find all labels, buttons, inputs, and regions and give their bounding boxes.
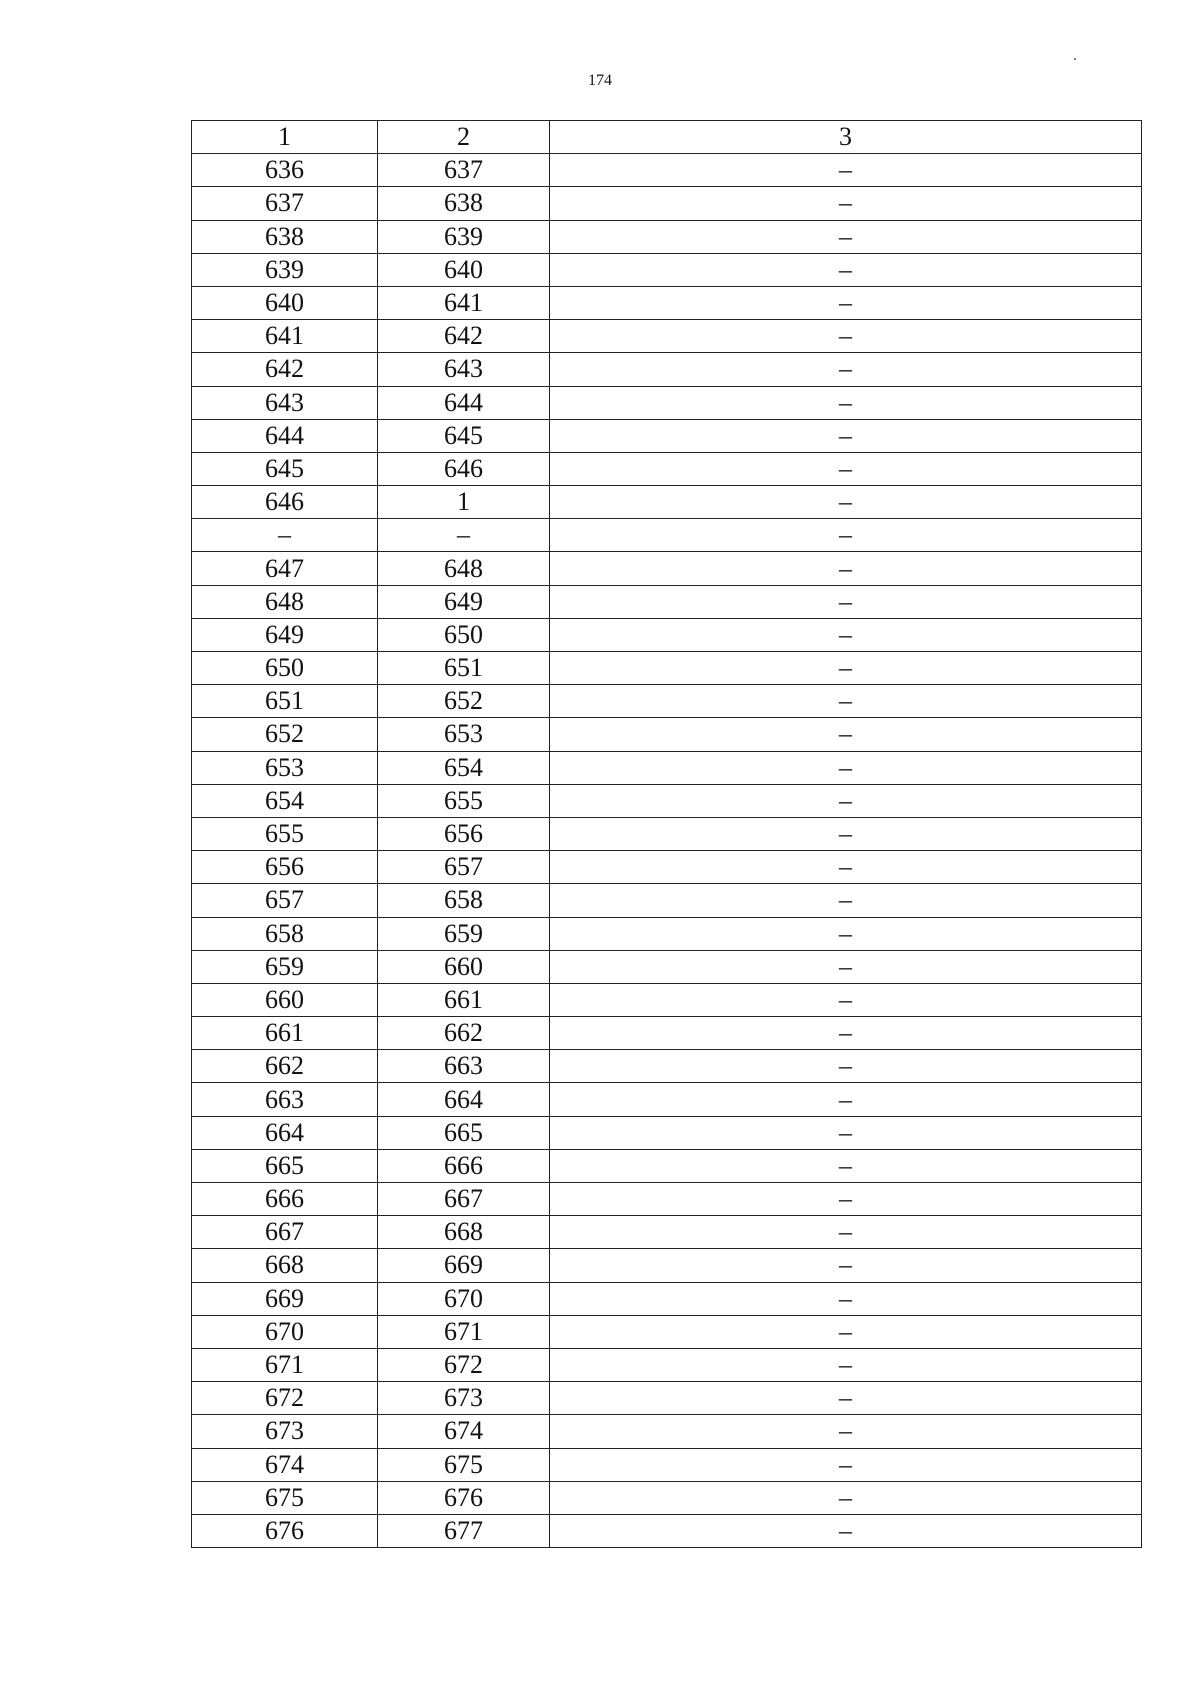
table-cell-col-1: 660 bbox=[192, 983, 378, 1016]
table-row bbox=[192, 552, 1142, 585]
table-cell-col-2: 639 bbox=[378, 220, 550, 253]
table-row bbox=[192, 1382, 1142, 1415]
table-row bbox=[192, 1514, 1142, 1547]
table-cell-col-1: 636 bbox=[192, 154, 378, 187]
table-cell-col-2: 657 bbox=[378, 851, 550, 884]
table-cell-col-3: – bbox=[550, 1017, 1142, 1050]
table-cell-col-2: 677 bbox=[378, 1514, 550, 1547]
table-row bbox=[192, 718, 1142, 751]
table-cell-col-2: 1 bbox=[378, 486, 550, 519]
table-cell-col-1: 658 bbox=[192, 917, 378, 950]
table-cell-col-3: – bbox=[550, 1083, 1142, 1116]
table-cell-col-2: 645 bbox=[378, 419, 550, 452]
table-row bbox=[192, 1249, 1142, 1282]
table-row bbox=[192, 585, 1142, 618]
table-cell-col-2: 655 bbox=[378, 784, 550, 817]
table-row bbox=[192, 983, 1142, 1016]
table-row bbox=[192, 1183, 1142, 1216]
table-cell-col-1: 674 bbox=[192, 1448, 378, 1481]
table-cell-col-1: 669 bbox=[192, 1282, 378, 1315]
table-cell-col-1: 666 bbox=[192, 1183, 378, 1216]
table-cell-col-3: – bbox=[550, 552, 1142, 585]
table-row bbox=[192, 320, 1142, 353]
table-cell-col-3: – bbox=[550, 784, 1142, 817]
table-cell-col-1: 646 bbox=[192, 486, 378, 519]
table-cell-col-2: 641 bbox=[378, 286, 550, 319]
table-cell-col-2: 658 bbox=[378, 884, 550, 917]
table-cell-col-3: – bbox=[550, 286, 1142, 319]
table-cell-col-1: 653 bbox=[192, 751, 378, 784]
table-cell-col-1: 639 bbox=[192, 253, 378, 286]
table-cell-col-3: – bbox=[550, 419, 1142, 452]
table-cell-col-3: – bbox=[550, 187, 1142, 220]
table-cell-col-2: 652 bbox=[378, 685, 550, 718]
table-row bbox=[192, 1116, 1142, 1149]
table-cell-col-2: 666 bbox=[378, 1149, 550, 1182]
table-row bbox=[192, 1282, 1142, 1315]
table-row bbox=[192, 751, 1142, 784]
table-cell-col-3: – bbox=[550, 154, 1142, 187]
table-cell-col-3: – bbox=[550, 1448, 1142, 1481]
table-cell-col-3: – bbox=[550, 1282, 1142, 1315]
table-cell-col-3: – bbox=[550, 884, 1142, 917]
table-cell-col-1: 656 bbox=[192, 851, 378, 884]
table-cell-col-1: 641 bbox=[192, 320, 378, 353]
table-cell-col-3: – bbox=[550, 685, 1142, 718]
table-cell-col-2: 674 bbox=[378, 1415, 550, 1448]
header-cell-1: 1 bbox=[192, 121, 378, 154]
table-cell-col-1: 648 bbox=[192, 585, 378, 618]
table-row bbox=[192, 386, 1142, 419]
table-cell-col-3: – bbox=[550, 486, 1142, 519]
table-cell-col-1: 645 bbox=[192, 452, 378, 485]
table-row bbox=[192, 1448, 1142, 1481]
table-cell-col-2: 654 bbox=[378, 751, 550, 784]
table-cell-col-2: 640 bbox=[378, 253, 550, 286]
table-cell-col-1: 642 bbox=[192, 353, 378, 386]
table-cell-col-1: 650 bbox=[192, 652, 378, 685]
table-cell-col-3: – bbox=[550, 1415, 1142, 1448]
table-cell-col-1: – bbox=[192, 519, 378, 552]
table-cell-col-2: 676 bbox=[378, 1481, 550, 1514]
table-body bbox=[192, 121, 1142, 1548]
table-cell-col-3: – bbox=[550, 1249, 1142, 1282]
table-cell-col-2: 646 bbox=[378, 452, 550, 485]
table-cell-col-1: 670 bbox=[192, 1315, 378, 1348]
table-cell-col-2: 651 bbox=[378, 652, 550, 685]
table-cell-col-3: – bbox=[550, 585, 1142, 618]
table-cell-col-2: 660 bbox=[378, 950, 550, 983]
table-cell-col-3: – bbox=[550, 950, 1142, 983]
table-cell-col-3: – bbox=[550, 1050, 1142, 1083]
table-cell-col-2: 637 bbox=[378, 154, 550, 187]
table-cell-col-3: – bbox=[550, 519, 1142, 552]
table-cell-col-1: 652 bbox=[192, 718, 378, 751]
table-cell-col-3: – bbox=[550, 1348, 1142, 1381]
table-row bbox=[192, 1348, 1142, 1381]
table-cell-col-2: 642 bbox=[378, 320, 550, 353]
table-row bbox=[192, 519, 1142, 552]
table-cell-col-3: – bbox=[550, 1149, 1142, 1182]
table-cell-col-2: 668 bbox=[378, 1216, 550, 1249]
table-cell-col-1: 659 bbox=[192, 950, 378, 983]
header-cell-3: 3 bbox=[550, 121, 1142, 154]
table-cell-col-3: – bbox=[550, 253, 1142, 286]
table-cell-col-2: 675 bbox=[378, 1448, 550, 1481]
table-row bbox=[192, 884, 1142, 917]
table-cell-col-1: 637 bbox=[192, 187, 378, 220]
table-cell-col-3: – bbox=[550, 1183, 1142, 1216]
table-row bbox=[192, 187, 1142, 220]
table-cell-col-2: 672 bbox=[378, 1348, 550, 1381]
table-cell-col-3: – bbox=[550, 983, 1142, 1016]
table-cell-col-2: 643 bbox=[378, 353, 550, 386]
table-cell-col-2: 663 bbox=[378, 1050, 550, 1083]
table-cell-col-1: 655 bbox=[192, 817, 378, 850]
data-table bbox=[191, 120, 1142, 1548]
table-row bbox=[192, 1050, 1142, 1083]
table-row bbox=[192, 1481, 1142, 1514]
table-cell-col-3: – bbox=[550, 386, 1142, 419]
table-cell-col-1: 663 bbox=[192, 1083, 378, 1116]
table-cell-col-2: 671 bbox=[378, 1315, 550, 1348]
table-row bbox=[192, 1149, 1142, 1182]
table-row bbox=[192, 685, 1142, 718]
table-cell-col-1: 647 bbox=[192, 552, 378, 585]
table-cell-col-2: 661 bbox=[378, 983, 550, 1016]
table-cell-col-1: 664 bbox=[192, 1116, 378, 1149]
table-cell-col-1: 665 bbox=[192, 1149, 378, 1182]
page-number: 174 bbox=[588, 72, 612, 89]
table-cell-col-3: – bbox=[550, 652, 1142, 685]
table-row bbox=[192, 286, 1142, 319]
table-cell-col-2: 648 bbox=[378, 552, 550, 585]
table-row bbox=[192, 1415, 1142, 1448]
table-header-row bbox=[192, 121, 1142, 154]
table-cell-col-1: 643 bbox=[192, 386, 378, 419]
table-cell-col-2: – bbox=[378, 519, 550, 552]
table-cell-col-3: – bbox=[550, 1382, 1142, 1415]
table-cell-col-1: 671 bbox=[192, 1348, 378, 1381]
table-cell-col-1: 676 bbox=[192, 1514, 378, 1547]
table-cell-col-3: – bbox=[550, 320, 1142, 353]
table-cell-col-3: – bbox=[550, 220, 1142, 253]
table-cell-col-3: – bbox=[550, 1514, 1142, 1547]
table-cell-col-1: 662 bbox=[192, 1050, 378, 1083]
table-cell-col-3: – bbox=[550, 718, 1142, 751]
table-row bbox=[192, 419, 1142, 452]
table-cell-col-1: 661 bbox=[192, 1017, 378, 1050]
table-cell-col-3: – bbox=[550, 751, 1142, 784]
table-row bbox=[192, 784, 1142, 817]
table-cell-col-1: 649 bbox=[192, 618, 378, 651]
table-row bbox=[192, 618, 1142, 651]
table-cell-col-1: 657 bbox=[192, 884, 378, 917]
table-cell-col-2: 664 bbox=[378, 1083, 550, 1116]
table-cell-col-2: 667 bbox=[378, 1183, 550, 1216]
table-cell-col-1: 673 bbox=[192, 1415, 378, 1448]
scan-speck bbox=[1074, 58, 1076, 60]
table-cell-col-3: – bbox=[550, 1116, 1142, 1149]
table-cell-col-3: – bbox=[550, 851, 1142, 884]
table-row bbox=[192, 452, 1142, 485]
table-row bbox=[192, 1017, 1142, 1050]
table-row bbox=[192, 1083, 1142, 1116]
table-cell-col-1: 675 bbox=[192, 1481, 378, 1514]
table-row bbox=[192, 253, 1142, 286]
table-cell-col-3: – bbox=[550, 618, 1142, 651]
table-row bbox=[192, 950, 1142, 983]
table-cell-col-2: 649 bbox=[378, 585, 550, 618]
table-cell-col-1: 654 bbox=[192, 784, 378, 817]
table-cell-col-1: 668 bbox=[192, 1249, 378, 1282]
table-cell-col-3: – bbox=[550, 817, 1142, 850]
table-row bbox=[192, 353, 1142, 386]
table-cell-col-1: 672 bbox=[192, 1382, 378, 1415]
table-cell-col-2: 670 bbox=[378, 1282, 550, 1315]
table-row bbox=[192, 1216, 1142, 1249]
table-row bbox=[192, 652, 1142, 685]
table-cell-col-2: 659 bbox=[378, 917, 550, 950]
table-cell-col-3: – bbox=[550, 917, 1142, 950]
table-cell-col-3: – bbox=[550, 1315, 1142, 1348]
table-cell-col-2: 673 bbox=[378, 1382, 550, 1415]
table-cell-col-3: – bbox=[550, 1481, 1142, 1514]
table-cell-col-2: 644 bbox=[378, 386, 550, 419]
table-cell-col-1: 640 bbox=[192, 286, 378, 319]
table-cell-col-2: 662 bbox=[378, 1017, 550, 1050]
table-cell-col-2: 669 bbox=[378, 1249, 550, 1282]
table-cell-col-1: 638 bbox=[192, 220, 378, 253]
table-cell-col-2: 653 bbox=[378, 718, 550, 751]
table-cell-col-2: 650 bbox=[378, 618, 550, 651]
table-cell-col-3: – bbox=[550, 1216, 1142, 1249]
table-cell-col-1: 651 bbox=[192, 685, 378, 718]
table-row bbox=[192, 486, 1142, 519]
table-cell-col-2: 638 bbox=[378, 187, 550, 220]
table-row bbox=[192, 917, 1142, 950]
table-cell-col-2: 656 bbox=[378, 817, 550, 850]
table-cell-col-3: – bbox=[550, 452, 1142, 485]
table-row bbox=[192, 851, 1142, 884]
header-cell-2: 2 bbox=[378, 121, 550, 154]
table-row bbox=[192, 1315, 1142, 1348]
table-cell-col-2: 665 bbox=[378, 1116, 550, 1149]
table-row bbox=[192, 154, 1142, 187]
table-cell-col-1: 667 bbox=[192, 1216, 378, 1249]
table-cell-col-1: 644 bbox=[192, 419, 378, 452]
table-row bbox=[192, 220, 1142, 253]
table-cell-col-3: – bbox=[550, 353, 1142, 386]
table-row bbox=[192, 817, 1142, 850]
